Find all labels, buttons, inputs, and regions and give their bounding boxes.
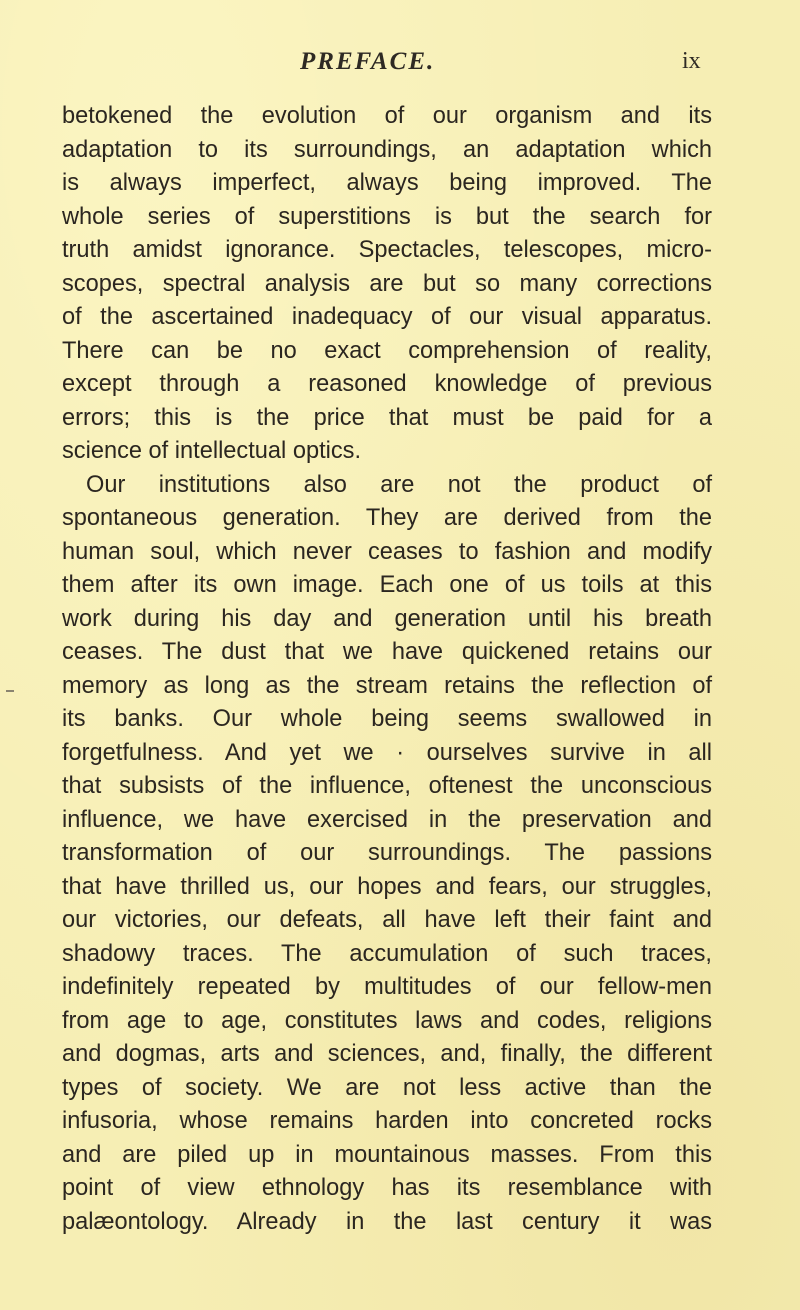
page-number: ix bbox=[682, 48, 701, 74]
text-line: science of intellectual optics. bbox=[62, 438, 362, 464]
text-line: influence, we have exercised in the preservation and bbox=[62, 806, 712, 833]
text-line: and are piled up in mountainous masses. From this bbox=[62, 1141, 712, 1168]
text-line: and dogmas, arts and sciences, and, finally, the different bbox=[62, 1041, 712, 1067]
text-line: of the ascertained inadequacy of our visual apparatus. bbox=[62, 304, 712, 330]
text-line: them after its own image. Each one of us toils at this bbox=[62, 572, 712, 598]
text-line: memory as long as the stream retains the reflection of bbox=[62, 672, 712, 699]
text-line: Our institutions also are not the product of bbox=[86, 471, 712, 498]
text-line: forgetfulness. And yet we · ourselves survive in all bbox=[62, 739, 712, 766]
text-line: errors; this is the price that must be paid for a bbox=[62, 404, 712, 431]
running-head bbox=[0, 48, 800, 84]
text-line: scopes, spectral analysis are but so many corrections bbox=[62, 270, 712, 297]
text-line: indefinitely repeated by multitudes of our fellow-men bbox=[62, 974, 712, 1000]
text-line: that have thrilled us, our hopes and fears, our struggles, bbox=[62, 873, 712, 900]
text-line: adaptation to its surroundings, an adaptation which bbox=[62, 136, 712, 163]
text-line: shadowy traces. The accumulation of such traces, bbox=[62, 940, 712, 967]
page-title: PREFACE. bbox=[300, 48, 436, 75]
margin-mark bbox=[6, 690, 14, 692]
text-line: except through a reasoned knowledge of previous bbox=[62, 371, 712, 397]
text-line: human soul, which never ceases to fashion and modify bbox=[62, 538, 712, 565]
text-line: betokened the evolution of our organism and its bbox=[62, 103, 712, 129]
text-line: ceases. The dust that we have quickened retains our bbox=[62, 639, 712, 665]
text-line: our victories, our defeats, all have left their faint and bbox=[62, 907, 712, 933]
text-line: types of society. We are not less active than the bbox=[62, 1074, 712, 1101]
text-line: infusoria, whose remains harden into concreted rocks bbox=[62, 1108, 712, 1134]
text-line: whole series of superstitions is but the search for bbox=[62, 203, 712, 230]
text-line: from age to age, constitutes laws and codes, religions bbox=[62, 1007, 712, 1034]
text-line: work during his day and generation until his breath bbox=[62, 605, 712, 632]
text-line: transformation of our surroundings. The passions bbox=[62, 840, 712, 866]
text-line: is always imperfect, always being improved. The bbox=[62, 170, 712, 196]
text-line: There can be no exact comprehension of reality, bbox=[62, 337, 712, 364]
text-line: palæontology. Already in the last century it was bbox=[62, 1208, 712, 1235]
text-line: point of view ethnology has its resemblance with bbox=[62, 1175, 712, 1201]
text-line: its banks. Our whole being seems swallowed in bbox=[62, 706, 712, 732]
text-line: that subsists of the influence, oftenest the unconscious bbox=[62, 773, 712, 799]
body-text bbox=[62, 100, 712, 1239]
text-line: truth amidst ignorance. Spectacles, telescopes, micro- bbox=[62, 237, 712, 263]
text-line: spontaneous generation. They are derived from the bbox=[62, 505, 712, 531]
